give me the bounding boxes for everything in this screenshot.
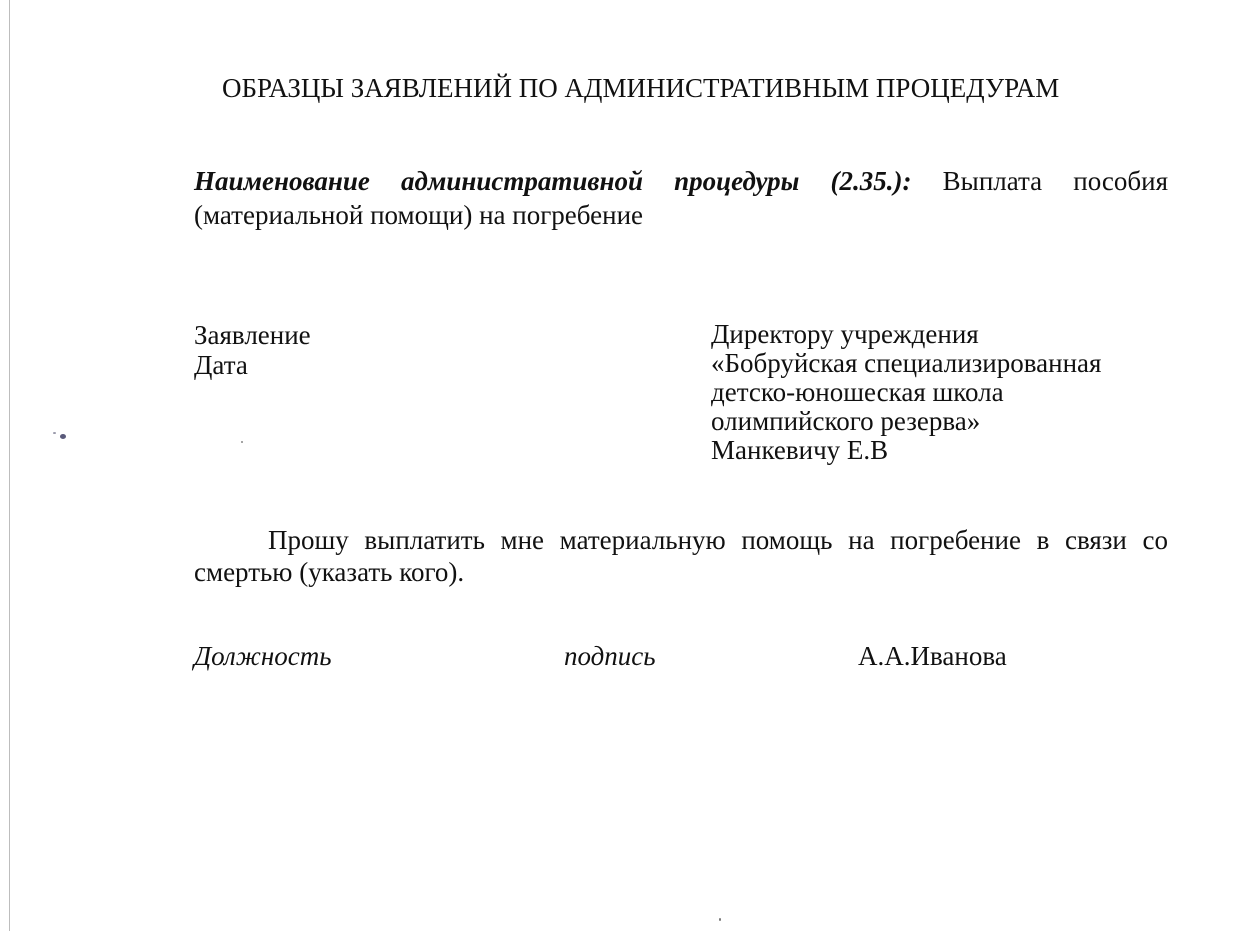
scan-speck <box>241 441 243 443</box>
procedure-paragraph <box>194 164 1168 232</box>
addressee-line: «Бобруйская специализированная <box>711 348 1102 378</box>
position-label: Должность <box>194 641 332 671</box>
addressee-line: олимпийского резерва» <box>711 406 981 436</box>
signer-name: А.А.Иванова <box>858 641 1007 671</box>
procedure-label: Наименование административной процедуры (2.35.): <box>194 166 912 196</box>
application-header-left <box>194 320 311 380</box>
scan-speck <box>60 434 66 439</box>
addressee-name: Манкевичу Е.В <box>711 435 889 465</box>
scan-speck <box>53 432 56 434</box>
document-heading: ОБРАЗЦЫ ЗАЯВЛЕНИЙ ПО АДМИНИСТРАТИВНЫМ ПРОЦЕДУРАМ <box>222 73 1060 103</box>
addressee-line: Директору учреждения <box>711 319 979 349</box>
scan-speck <box>719 918 721 921</box>
date-label: Дата <box>194 350 248 380</box>
addressee-line: детско-юношеская школа <box>711 377 1004 407</box>
document-type: Заявление <box>194 320 311 350</box>
addressee-block <box>711 320 1101 465</box>
request-paragraph: Прошу выплатить мне материальную помощь на погребение в связи со смертью (указать кого). <box>194 525 1168 587</box>
scan-edge-line <box>9 0 10 931</box>
signature-label: подпись <box>564 641 656 671</box>
procedure-name: Выплата пособия (материальной помощи) на погребение <box>194 166 1169 230</box>
